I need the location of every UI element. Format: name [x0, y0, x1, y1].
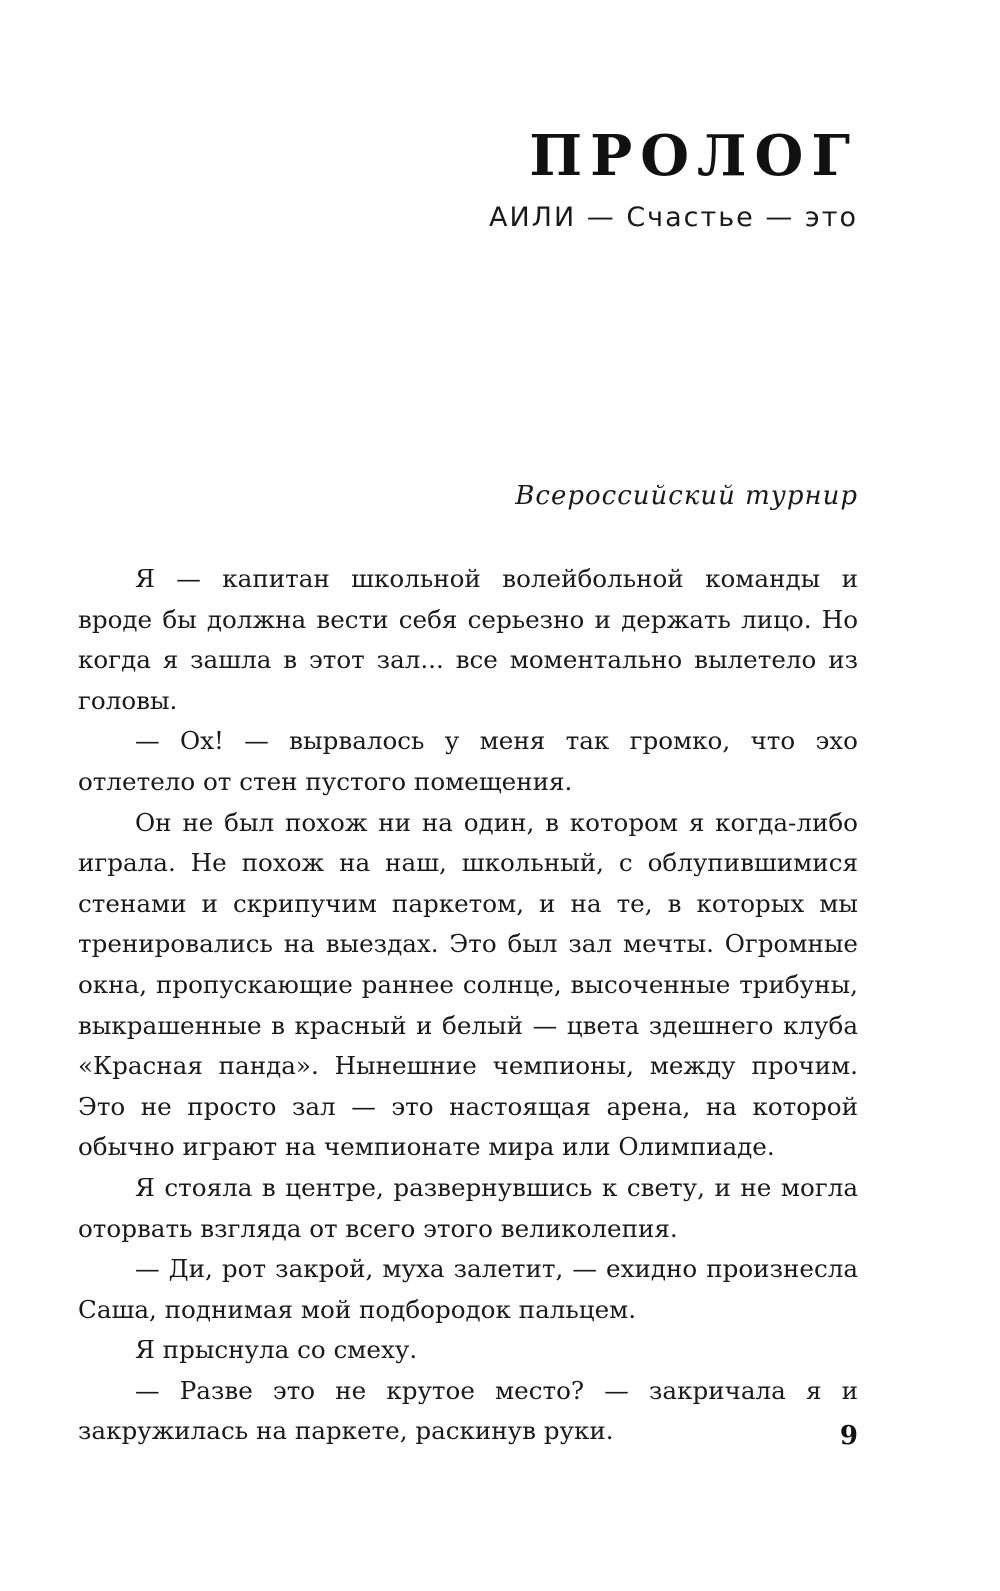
- chapter-title: ПРОЛОГ: [529, 123, 858, 189]
- paragraph: Я прыснула со смеху.: [135, 1335, 418, 1365]
- page-number: 9: [839, 1421, 858, 1451]
- paragraph: — Разве это не крутое место? — закричала я и закружилась на паркете, раскинув руки.: [78, 1375, 858, 1446]
- paragraph: Я стояла в центре, развернувшись к свету, и не могла оторвать взгляда от всего этого великолепия.: [78, 1172, 858, 1243]
- section-heading: Всероссийский турнир: [515, 481, 858, 511]
- paragraph: Я — капитан школьной волейбольной команды и вроде бы должна вести себя серьезно и держать лицо. Но когда я зашла в этот зал... все моментально вылетело из головы.: [78, 564, 858, 715]
- chapter-subtitle: АИЛИ — Счастье — это: [488, 202, 858, 233]
- paragraph: Он не был похож ни на один, в котором я когда-либо играла. Не похож на наш, школьный, с облупившимися стенами и скрипучим паркетом, и на те, в которых мы тренировались на выездах. Это был зал мечты. Огромные окна, пропускающие раннее солнце, высоченные трибуны, выкрашенные в красный и белый — цвета здешнего клуба «Красная панда». Нынешние чемпионы, между прочим. Это не просто зал — это настоящая арена, на которой обычно играют на чемпионате мира или Олимпиаде.: [78, 807, 858, 1162]
- body-text: [78, 559, 858, 1452]
- paragraph: — Ох! — вырвалось у меня так громко, что эхо отлетело от стен пустого помещения.: [78, 726, 858, 796]
- paragraph: — Ди, рот закрой, муха залетит, — ехидно произнесла Саша, поднимая мой подбородок пальцем.: [78, 1254, 858, 1324]
